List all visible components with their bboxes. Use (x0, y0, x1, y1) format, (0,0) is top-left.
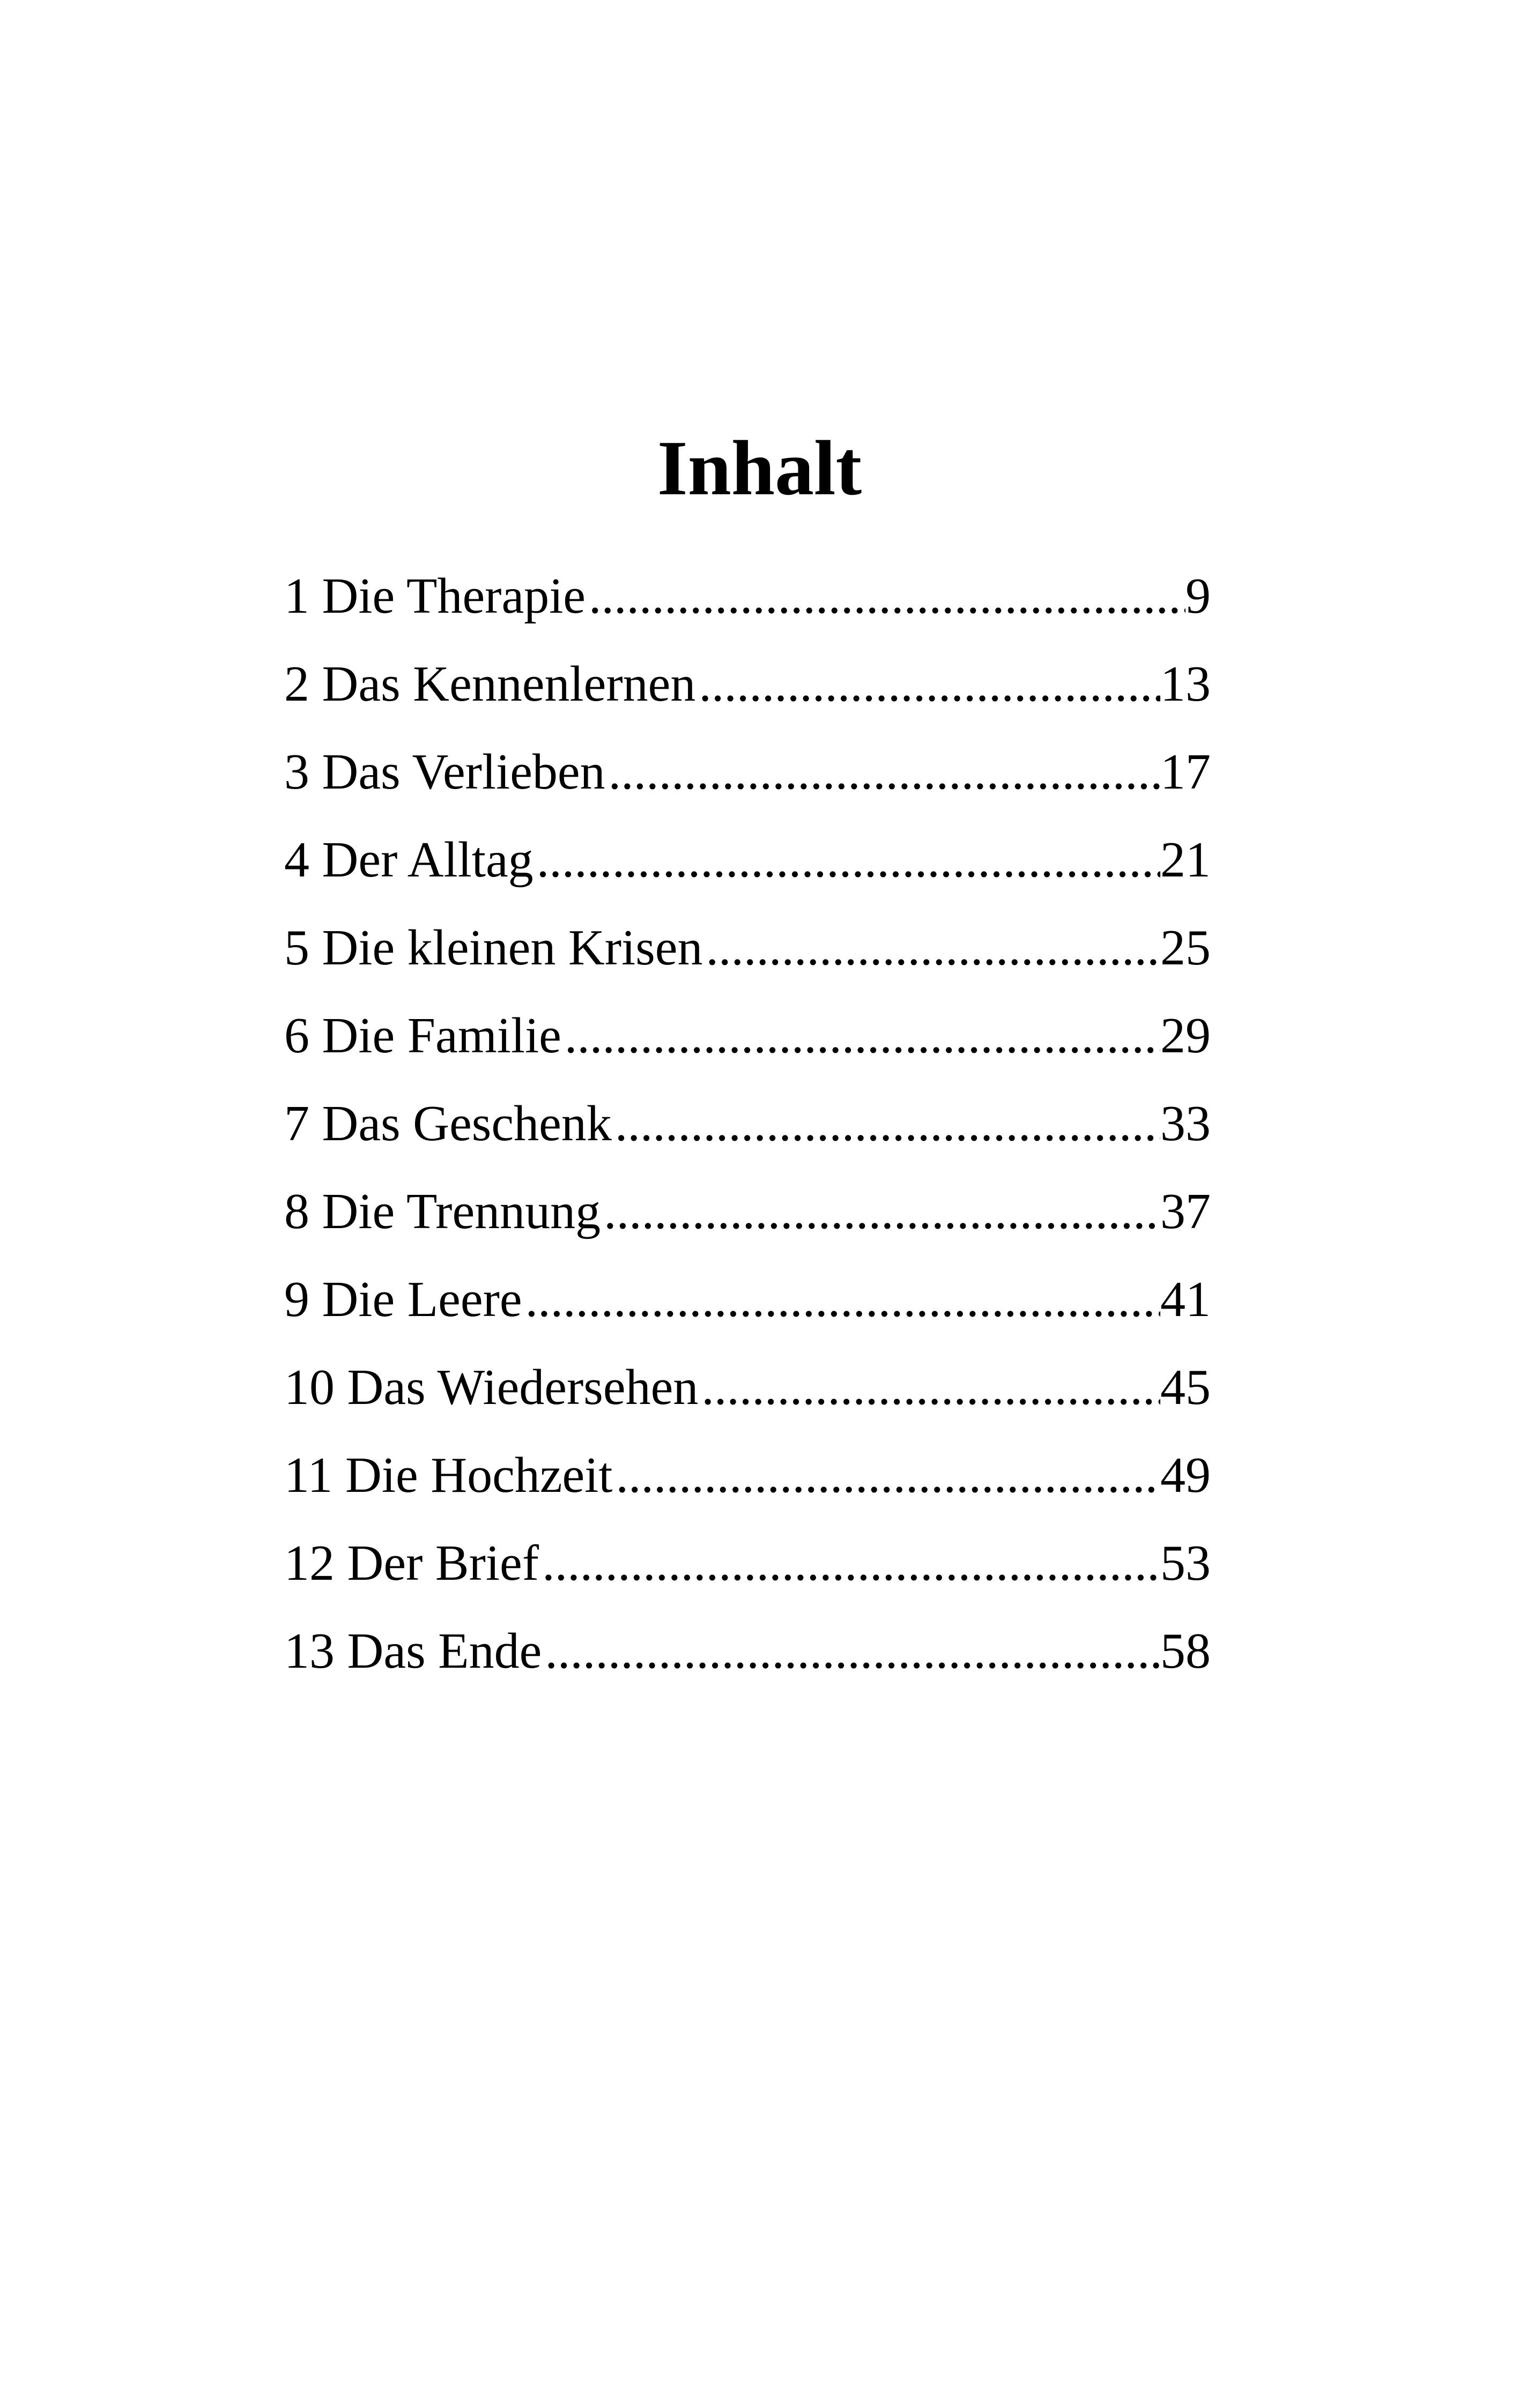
toc-entry-page: 21 (1160, 832, 1211, 888)
dot-leader (522, 1274, 1160, 1325)
table-of-contents (284, 568, 1211, 1714)
toc-entry (284, 920, 1211, 1010)
toc-entry (284, 744, 1211, 835)
toc-entry (284, 1447, 1211, 1538)
toc-entry-page: 45 (1160, 1359, 1211, 1415)
toc-entry-label: 9 Die Leere (284, 1272, 522, 1327)
dot-leader (542, 1626, 1160, 1676)
toc-entry-page: 13 (1160, 656, 1211, 712)
toc-entry-page: 17 (1160, 744, 1211, 800)
toc-entry-page: 58 (1160, 1623, 1211, 1679)
toc-entry-label: 1 Die Therapie (284, 568, 586, 624)
dot-leader (613, 1450, 1160, 1500)
toc-entry-page: 37 (1160, 1184, 1211, 1239)
toc-entry (284, 1274, 1211, 1362)
toc-entry-label: 11 Die Hochzeit (284, 1447, 613, 1503)
dot-leader (698, 1362, 1160, 1413)
toc-entry (284, 656, 1211, 747)
toc-entry-label: 3 Das Verlieben (284, 744, 605, 800)
toc-entry (284, 1623, 1211, 1714)
toc-entry-page: 53 (1160, 1535, 1211, 1591)
dot-leader (605, 747, 1160, 797)
dot-leader (539, 1538, 1160, 1588)
toc-entry (284, 1535, 1211, 1626)
dot-leader (561, 1010, 1160, 1061)
toc-entry (284, 1359, 1211, 1450)
toc-entry-label: 6 Die Familie (284, 1008, 561, 1064)
toc-entry-label: 8 Die Trennung (284, 1184, 601, 1239)
toc-entry-page: 29 (1160, 1008, 1211, 1064)
toc-entry (284, 1010, 1211, 1098)
toc-entry-label: 7 Das Geschenk (284, 1096, 612, 1151)
toc-entry-page: 33 (1160, 1096, 1211, 1151)
toc-entry-page: 9 (1185, 568, 1211, 624)
toc-entry (284, 832, 1211, 923)
toc-entry-page: 49 (1160, 1447, 1211, 1503)
dot-leader (586, 571, 1185, 621)
dot-leader (695, 659, 1160, 709)
toc-entry-label: 4 Der Alltag (284, 832, 533, 888)
dot-leader (703, 923, 1160, 973)
toc-entry (284, 1098, 1211, 1186)
dot-leader (533, 835, 1160, 885)
page-title: Inhalt (657, 425, 862, 511)
toc-entry-label: 5 Die kleinen Krisen (284, 920, 703, 976)
toc-entry-label: 12 Der Brief (284, 1535, 539, 1591)
toc-entry-page: 41 (1160, 1272, 1211, 1327)
toc-entry-label: 13 Das Ende (284, 1623, 542, 1679)
toc-entry-label: 2 Das Kennenlernen (284, 656, 696, 712)
toc-entry-label: 10 Das Wiedersehen (284, 1359, 699, 1415)
dot-leader (612, 1098, 1160, 1149)
toc-entry (284, 1186, 1211, 1274)
dot-leader (601, 1186, 1160, 1237)
toc-entry-page: 25 (1160, 920, 1211, 976)
toc-entry (284, 568, 1211, 659)
